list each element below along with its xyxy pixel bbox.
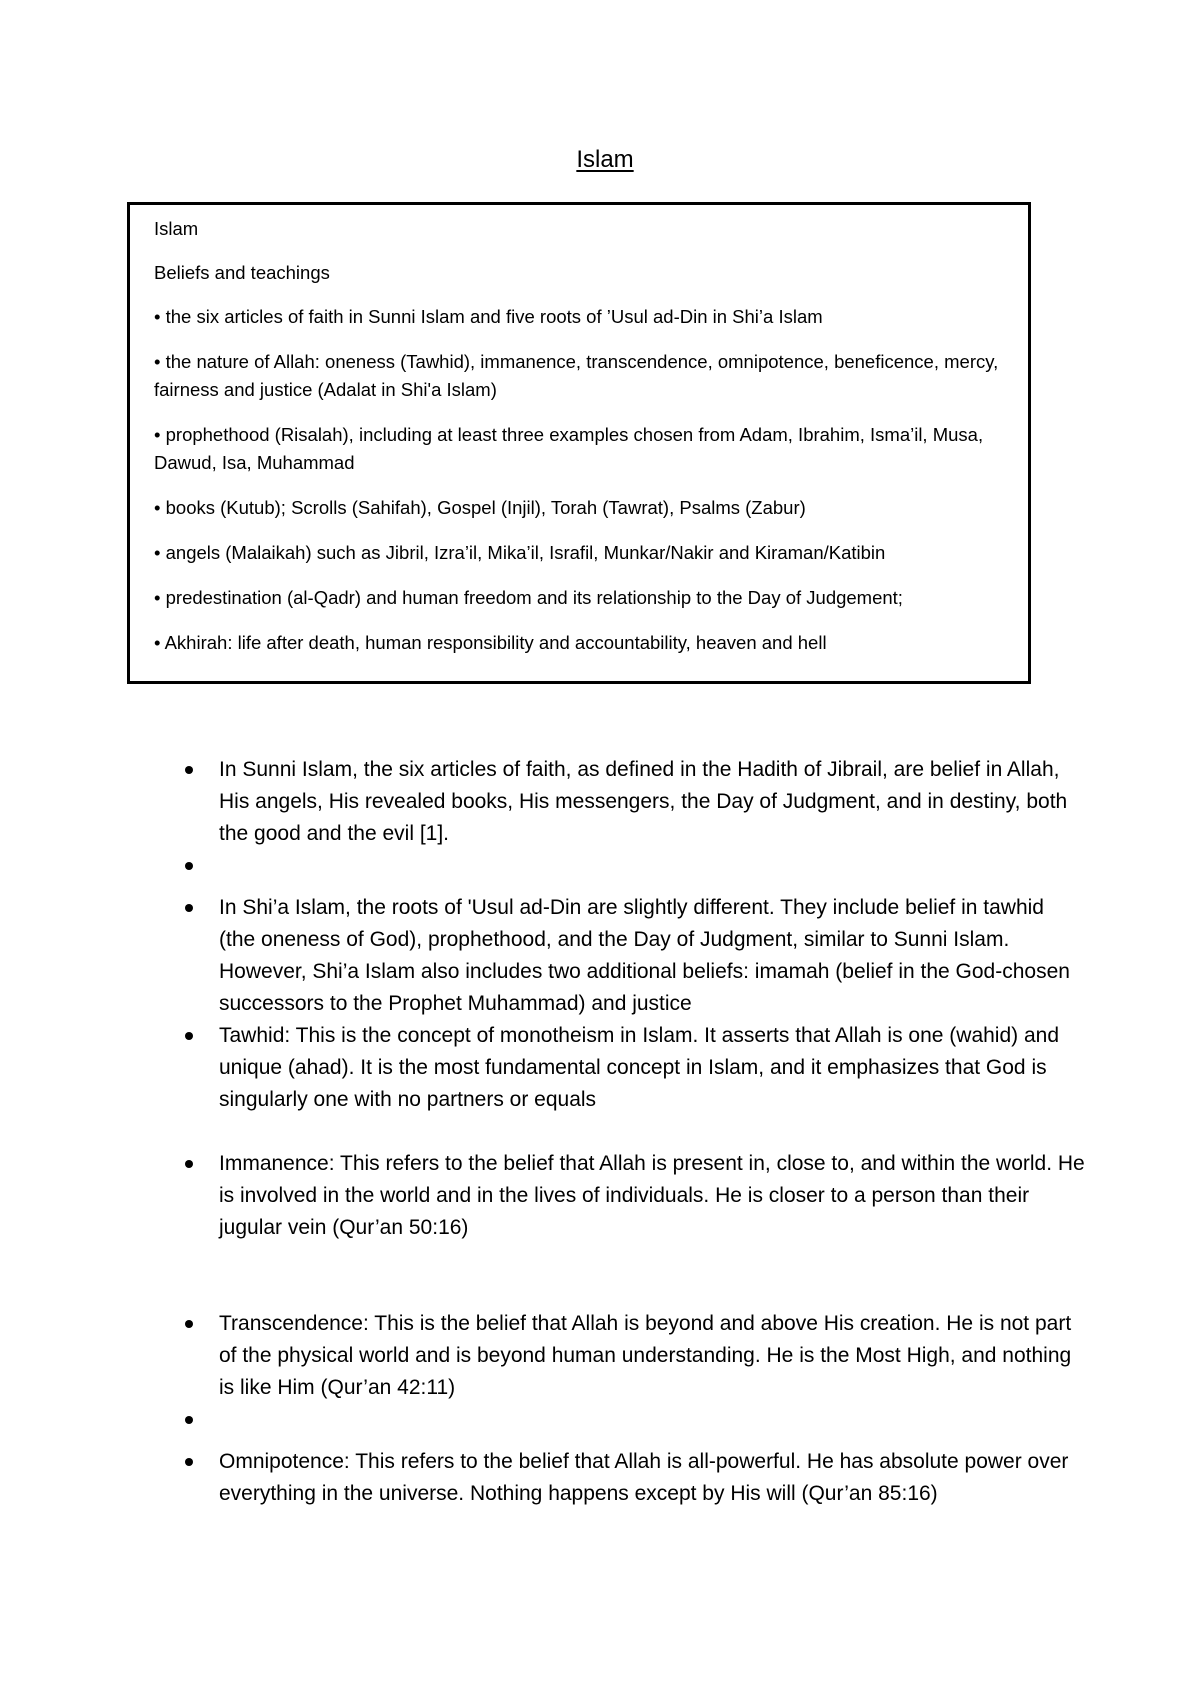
list-item bbox=[185, 1308, 1085, 1404]
spec-item: • the nature of Allah: oneness (Tawhid), immanence, transcendence, omnipotence, beneficence, mercy, fairness and justice (Adalat in Shi'a Islam) bbox=[154, 351, 999, 400]
note-text: In Sunni Islam, the six articles of faith, as defined in the Hadith of Jibrail, are belief in Allah, His angels, His revealed books, His messengers, the Day of Judgment, and in destiny, both the good and the evil [1]. bbox=[219, 758, 1068, 845]
page-title: Islam bbox=[576, 146, 634, 173]
specification-box bbox=[127, 202, 1031, 684]
notes-list bbox=[185, 754, 1085, 1510]
spec-item: • prophethood (Risalah), including at least three examples chosen from Adam, Ibrahim, Isma’il, Musa, Dawud, Isa, Muhammad bbox=[154, 424, 984, 473]
list-item bbox=[185, 754, 1085, 850]
note-text: Transcendence: This is the belief that Allah is beyond and above His creation. He is not part of the physical world and is beyond human understanding. He is the Most High, and nothing is like Him (Qur’an 42:11) bbox=[219, 1312, 1072, 1399]
spec-heading: Islam bbox=[154, 218, 199, 239]
list-item bbox=[185, 1020, 1085, 1116]
bullet-icon bbox=[185, 1458, 193, 1466]
spec-item: • books (Kutub); Scrolls (Sahifah), Gospel (Injil), Torah (Tawrat), Psalms (Zabur) bbox=[154, 497, 806, 518]
bullet-icon bbox=[185, 1032, 193, 1040]
list-item-empty bbox=[185, 850, 1085, 892]
bullet-icon bbox=[185, 862, 193, 870]
list-item-empty bbox=[185, 1404, 1085, 1446]
note-text: In Shi’a Islam, the roots of 'Usul ad-Din are slightly different. They include belief in tawhid (the oneness of God), prophethood, and the Day of Judgment, similar to Sunni Islam. However, Shi’a Islam also includes two additional beliefs: imamah (belief in the God-chosen successors to the Prophet Muhammad) and justice bbox=[219, 896, 1070, 1015]
bullet-icon bbox=[185, 1160, 193, 1168]
list-item bbox=[185, 1446, 1085, 1510]
list-item bbox=[185, 892, 1085, 1020]
spec-item: • the six articles of faith in Sunni Islam and five roots of ’Usul ad-Din in Shi’a Islam bbox=[154, 306, 823, 327]
bullet-icon bbox=[185, 904, 193, 912]
spec-item: • Akhirah: life after death, human responsibility and accountability, heaven and hell bbox=[154, 632, 827, 653]
note-text: Immanence: This refers to the belief that Allah is present in, close to, and within the world. He is involved in the world and in the lives of individuals. He is closer to a person than their jugular vein (Qur’an 50:16) bbox=[219, 1152, 1085, 1239]
bullet-icon bbox=[185, 1320, 193, 1328]
spec-item: • angels (Malaikah) such as Jibril, Izra’il, Mika’il, Israfil, Munkar/Nakir and Kiraman/Katibin bbox=[154, 542, 886, 563]
bullet-icon bbox=[185, 766, 193, 774]
note-text: Omnipotence: This refers to the belief that Allah is all-powerful. He has absolute power over everything in the universe. Nothing happens except by His will (Qur’an 85:16) bbox=[219, 1450, 1069, 1505]
list-item bbox=[185, 1148, 1085, 1244]
bullet-icon bbox=[185, 1416, 193, 1424]
note-text: Tawhid: This is the concept of monotheism in Islam. It asserts that Allah is one (wahid) and unique (ahad). It is the most fundamental concept in Islam, and it emphasizes that God is singularly one with no partners or equals bbox=[219, 1024, 1060, 1111]
spec-subheading: Beliefs and teachings bbox=[154, 262, 330, 283]
spec-item: • predestination (al-Qadr) and human freedom and its relationship to the Day of Judgement; bbox=[154, 587, 903, 608]
